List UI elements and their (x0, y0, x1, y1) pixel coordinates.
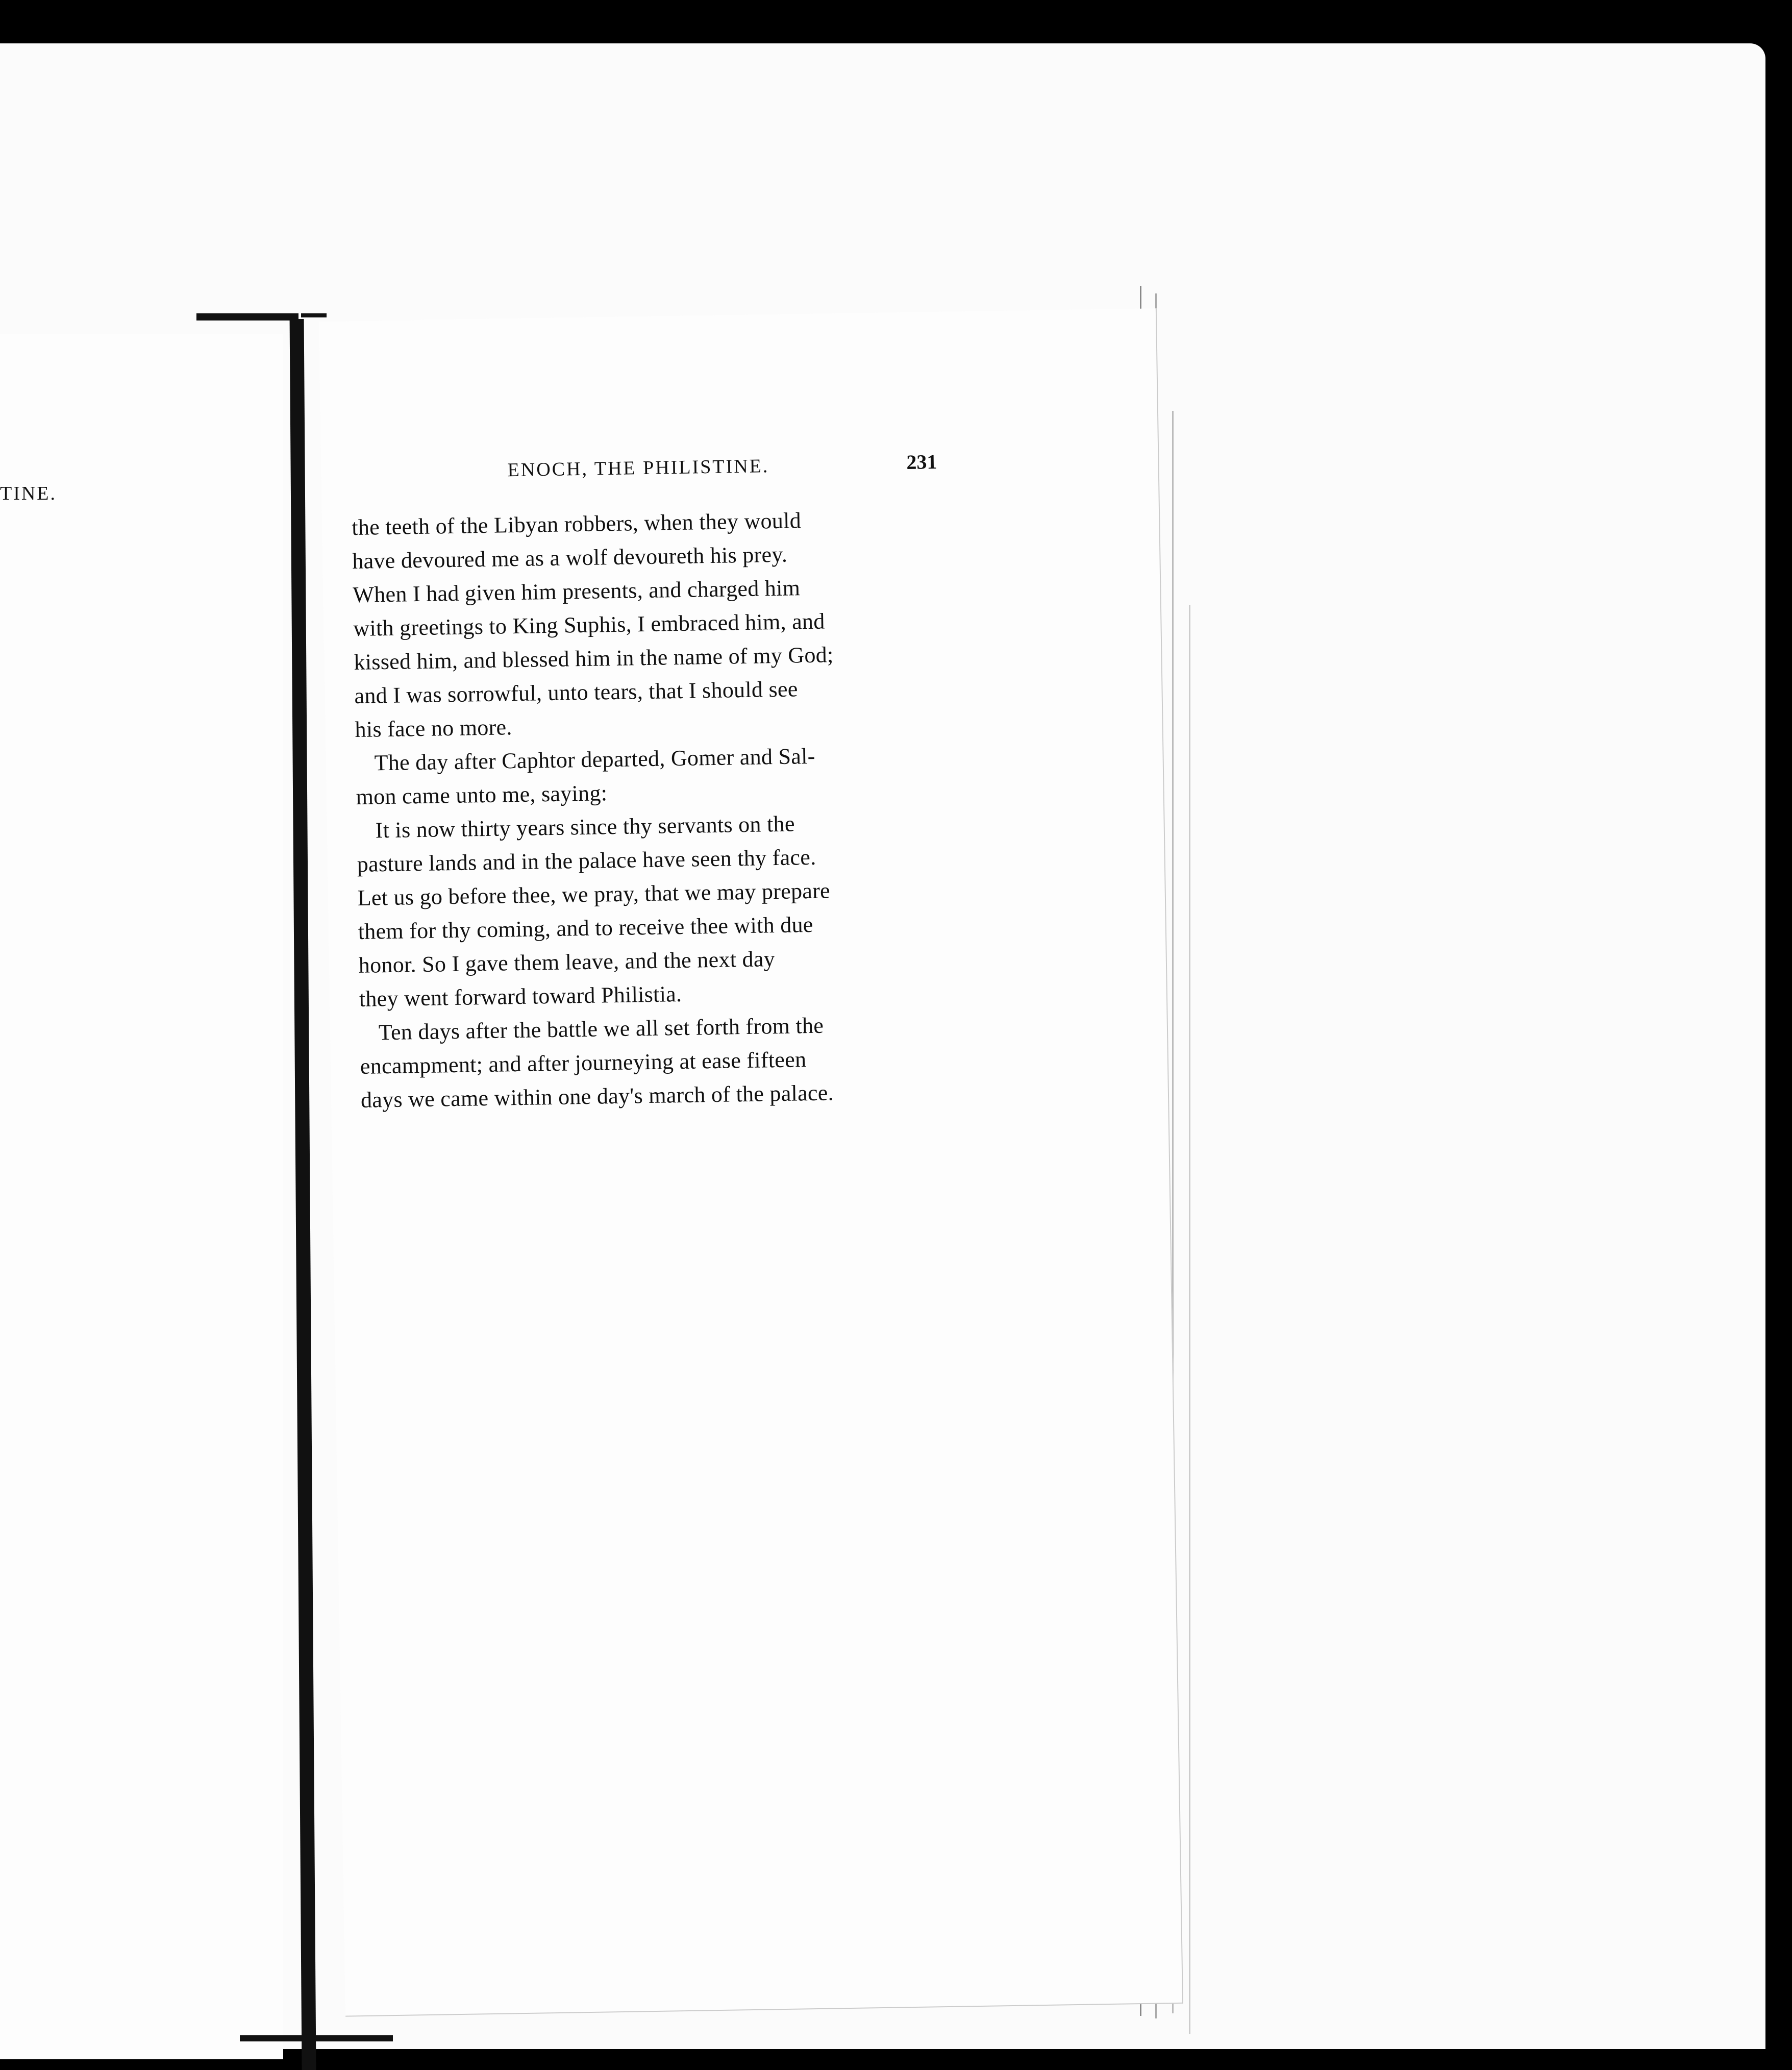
right-page (319, 308, 1183, 2016)
text-line: kissed him, and blessed him in the name of my God; (354, 642, 834, 675)
left-running-head: TINE. (0, 483, 57, 504)
text-line: encampment; and after journeying at ease fifteen (360, 1047, 807, 1079)
binding-clip-top (301, 313, 327, 317)
left-page (0, 334, 283, 2059)
scan-border-top (0, 0, 1792, 43)
text-line: and I was sorrowful, unto tears, that I should see (354, 676, 798, 708)
text-line: pasture lands and in the palace have seen thy face. (357, 844, 816, 877)
binding-clip-top (196, 313, 298, 321)
right-running-head: ENOCH, THE PHILISTINE. (507, 455, 769, 481)
text-line: Let us go before thee, we pray, that we may prepare (357, 878, 831, 910)
text-line: with greetings to King Suphis, I embraced him, and (353, 608, 825, 642)
text-line: the teeth of the Libyan robbers, when they would (351, 508, 802, 540)
text-line: them for thy coming, and to receive thee with due (358, 911, 814, 944)
binding-clip-bottom (240, 2035, 393, 2041)
text-line: have devoured me as a wolf devoureth his prey. (352, 541, 788, 574)
text-line: It is now thirty years since thy servants on the (375, 811, 795, 843)
text-line: When I had given him presents, and charged him (353, 575, 801, 608)
text-line: The day after Caphtor departed, Gomer and Sal- (374, 743, 816, 776)
text-line: days we came within one day's march of the palace. (360, 1080, 834, 1113)
page-stack-edge (1188, 605, 1190, 2034)
text-line: honor. So I gave them leave, and the next day (358, 946, 776, 978)
text-line: mon came unto me, saying: (356, 780, 608, 809)
text-line: Ten days after the battle we all set forth from the (378, 1013, 824, 1045)
text-line: they went forward toward Philistia. (359, 981, 682, 1012)
page-number: 231 (906, 450, 937, 474)
text-line: his face no more. (355, 714, 513, 742)
